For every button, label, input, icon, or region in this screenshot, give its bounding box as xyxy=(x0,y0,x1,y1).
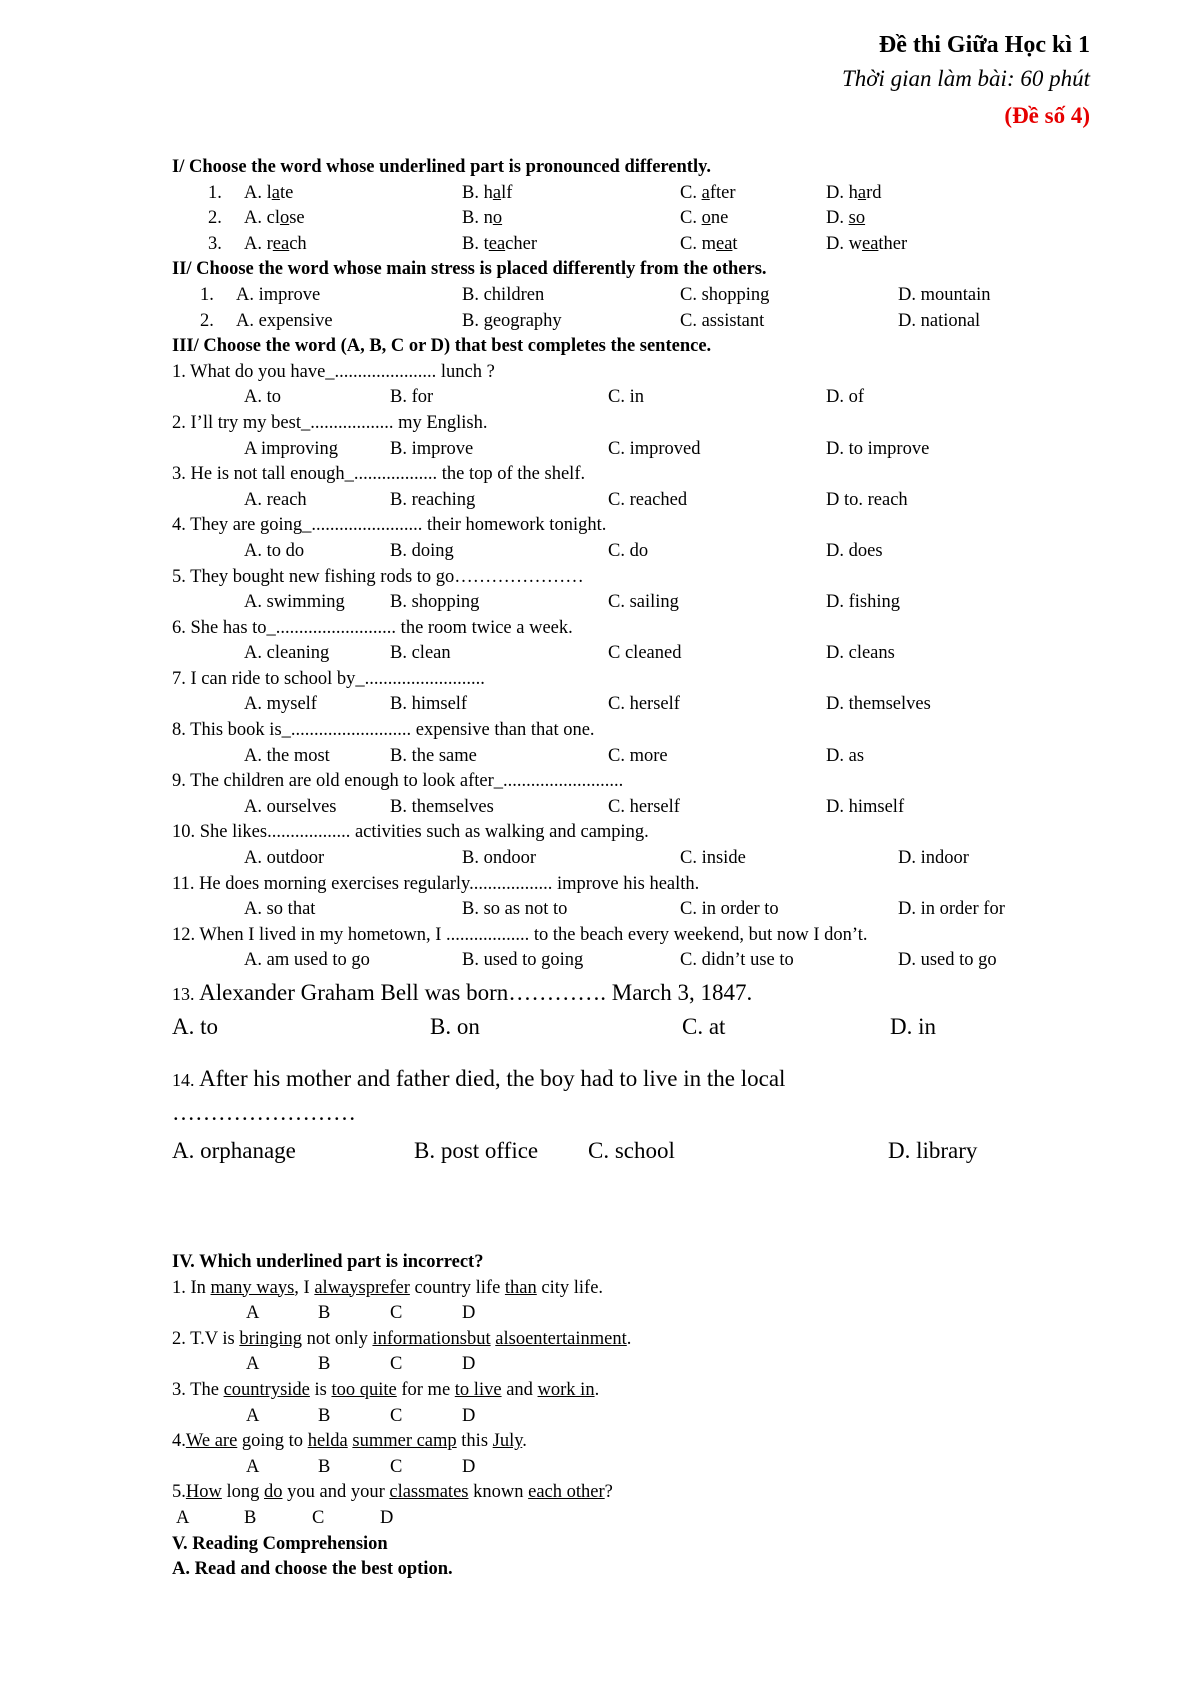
question-11-options xyxy=(172,897,1122,923)
error-q5-letters: A B C D xyxy=(176,1507,394,1528)
option-c: C. improved xyxy=(608,438,701,459)
option-a: A. cleaning xyxy=(244,643,330,664)
error-q3: 3. The countryside is too quite for me to live and work in. xyxy=(172,1379,600,1400)
option-d: D. weather xyxy=(826,233,908,254)
option-c: C. in xyxy=(608,387,644,408)
option-d: D. fishing xyxy=(826,592,900,613)
option-c: C. after xyxy=(680,182,736,203)
section-5-heading: V. Reading Comprehension xyxy=(172,1533,388,1554)
question-5: 5. They bought new fishing rods to go………………… xyxy=(172,566,584,587)
q13-option-c: C. at xyxy=(682,1014,726,1039)
option-c: C. do xyxy=(608,540,649,561)
option-c: C. assistant xyxy=(680,310,765,331)
item-number: 2. xyxy=(208,208,222,229)
error-q4: 4.We are going to helda summer camp this July. xyxy=(172,1431,527,1452)
option-b: B. themselves xyxy=(390,796,494,817)
option-a: A. outdoor xyxy=(244,848,325,869)
option-a: A improving xyxy=(244,438,339,459)
option-c: C. inside xyxy=(680,848,746,869)
item-number: 1. xyxy=(208,182,222,203)
option-c: C cleaned xyxy=(608,643,682,664)
q14-option-c: C. school xyxy=(588,1138,675,1163)
q13-option-d: D. in xyxy=(890,1014,936,1039)
question-12: 12. When I lived in my hometown, I .................. to the beach every weekend, but now I don’t. xyxy=(172,924,868,945)
option-c: C. sailing xyxy=(608,592,679,613)
option-b: B. clean xyxy=(390,643,451,664)
question-7: 7. I can ride to school by_.......................... xyxy=(172,668,485,689)
option-b: B. improve xyxy=(390,438,474,459)
question-2: 2. I’ll try my best_.................. my English. xyxy=(172,412,488,433)
q13-option-b: B. on xyxy=(430,1014,480,1039)
item-number: 3. xyxy=(208,233,222,254)
option-b: B. half xyxy=(462,182,513,203)
question-9-options xyxy=(172,795,1122,821)
option-b: B. children xyxy=(462,284,545,305)
error-q4-letters: A B C D xyxy=(246,1456,476,1477)
option-d: D. national xyxy=(898,310,981,331)
question-11: 11. He does morning exercises regularly.................. improve his health. xyxy=(172,873,700,894)
option-b: B. teacher xyxy=(462,233,538,254)
option-a: A. close xyxy=(244,208,305,229)
option-b: B. shopping xyxy=(390,592,480,613)
q14-option-a: A. orphanage xyxy=(172,1138,296,1163)
section-3-heading: III/ Choose the word (A, B, C or D) that best completes the sentence. xyxy=(172,336,712,357)
pron-item-2 xyxy=(172,206,1122,232)
pron-item-1 xyxy=(172,181,1122,207)
option-d: D. mountain xyxy=(898,284,991,305)
option-d: D. as xyxy=(826,745,865,766)
question-4-options xyxy=(172,539,1122,565)
pron-item-3 xyxy=(172,232,1122,258)
option-a: A. reach xyxy=(244,233,307,254)
question-6: 6. She has to_.......................... the room twice a week. xyxy=(172,617,573,638)
option-b: B. so as not to xyxy=(462,899,568,920)
option-c: C. more xyxy=(608,745,668,766)
section-4-heading: IV. Which underlined part is incorrect? xyxy=(172,1252,484,1272)
option-d: D. themselves xyxy=(826,694,931,715)
option-a: A. swimming xyxy=(244,592,345,613)
question-5-options xyxy=(172,590,1122,616)
option-b: B. the same xyxy=(390,745,477,766)
option-a: A. improve xyxy=(236,284,321,305)
option-a: A. reach xyxy=(244,489,307,510)
option-a: A. myself xyxy=(244,694,317,715)
option-d: D. himself xyxy=(826,796,905,817)
section-3-questions xyxy=(172,360,1122,974)
error-q1: 1. In many ways, I alwaysprefer country life than city life. xyxy=(172,1277,604,1298)
q13-option-a: A. to xyxy=(172,1014,218,1039)
exam-body xyxy=(172,155,1122,1583)
option-b: B. geography xyxy=(462,310,562,331)
section-1-items xyxy=(172,181,1122,258)
option-d: D. in order for xyxy=(898,899,1005,920)
option-a: A. late xyxy=(244,182,294,203)
question-1-options xyxy=(172,385,1122,411)
question-9: 9. The children are old enough to look after_.......................... xyxy=(172,771,624,792)
error-q2-letters: A B C D xyxy=(246,1354,476,1375)
question-7-options xyxy=(172,692,1122,718)
option-c: C. one xyxy=(680,208,729,229)
option-c: C. herself xyxy=(608,694,680,715)
option-b: B. no xyxy=(462,208,503,229)
question-1: 1. What do you have_...................... lunch ? xyxy=(172,361,495,382)
question-8: 8. This book is_.......................... expensive than that one. xyxy=(172,720,595,741)
option-d: D. does xyxy=(826,540,883,561)
question-2-options xyxy=(172,437,1122,463)
option-d: D to. reach xyxy=(826,489,908,510)
option-d: D. indoor xyxy=(898,848,969,869)
item-number: 1. xyxy=(200,284,214,305)
section-5-sub: A. Read and choose the best option. xyxy=(172,1559,453,1580)
option-a: A. ourselves xyxy=(244,796,337,817)
question-12-options xyxy=(172,948,1122,974)
option-a: A. am used to go xyxy=(244,950,370,971)
item-number: 2. xyxy=(200,310,214,331)
section-1-heading: I/ Choose the word whose underlined part is pronounced differently. xyxy=(172,157,711,177)
exam-time: Thời gian làm bài: 60 phút xyxy=(841,66,1090,91)
option-d: D. to improve xyxy=(826,438,930,459)
option-d: D. so xyxy=(826,208,866,229)
option-c: C. shopping xyxy=(680,284,770,305)
exam-code: (Đề số 4) xyxy=(1004,103,1090,128)
question-14: 14. After his mother and father died, the boy had to live in the local xyxy=(172,1066,786,1091)
stress-item-1 xyxy=(172,283,1122,309)
error-q3-letters: A B C D xyxy=(246,1405,476,1426)
question-13-options xyxy=(172,1010,1122,1044)
question-13: 13. Alexander Graham Bell was born…………. March 3, 1847. xyxy=(172,980,753,1005)
section-2-heading: II/ Choose the word whose main stress is placed differently from the others. xyxy=(172,259,767,280)
option-c: C. reached xyxy=(608,489,688,510)
option-c: C. meat xyxy=(680,233,738,254)
question-4: 4. They are going_........................ their homework tonight. xyxy=(172,515,607,536)
option-a: A. so that xyxy=(244,899,316,920)
option-d: D. of xyxy=(826,387,865,408)
option-a: A. to xyxy=(244,387,281,408)
option-b: B. doing xyxy=(390,540,454,561)
option-b: B. for xyxy=(390,387,434,408)
exam-title: Đề thi Giữa Học kì 1 xyxy=(878,32,1090,58)
option-d: D. used to go xyxy=(898,950,997,971)
option-c: C. in order to xyxy=(680,899,779,920)
q14-option-d: D. library xyxy=(888,1138,978,1163)
error-q2: 2. T.V is bringing not only informationsbut alsoentertainment. xyxy=(172,1328,632,1349)
section-2-items xyxy=(172,283,1122,334)
question-3: 3. He is not tall enough_.................. the top of the shelf. xyxy=(172,464,586,485)
question-10-options xyxy=(172,846,1122,872)
error-q5: 5.How long do you and your classmates known each other? xyxy=(172,1482,613,1503)
option-d: D. hard xyxy=(826,182,882,203)
question-8-options xyxy=(172,744,1122,770)
question-3-options xyxy=(172,488,1122,514)
option-b: B. reaching xyxy=(390,489,476,510)
option-b: B. himself xyxy=(390,694,468,715)
question-6-options xyxy=(172,641,1122,667)
option-b: B. ondoor xyxy=(462,848,536,869)
option-b: B. used to going xyxy=(462,950,584,971)
q14-option-b: B. post office xyxy=(414,1138,539,1163)
option-c: C. didn’t use to xyxy=(680,950,794,971)
option-c: C. herself xyxy=(608,796,680,817)
question-10: 10. She likes.................. activities such as walking and camping. xyxy=(172,822,649,843)
option-a: A. the most xyxy=(244,745,330,766)
option-a: A. expensive xyxy=(236,310,333,331)
option-a: A. to do xyxy=(244,540,305,561)
error-q1-letters: A B C D xyxy=(246,1303,476,1324)
question-14-options xyxy=(172,1134,1122,1168)
option-d: D. cleans xyxy=(826,643,895,664)
question-14-dots: …………………… xyxy=(172,1100,356,1125)
stress-item-2 xyxy=(172,309,1122,335)
